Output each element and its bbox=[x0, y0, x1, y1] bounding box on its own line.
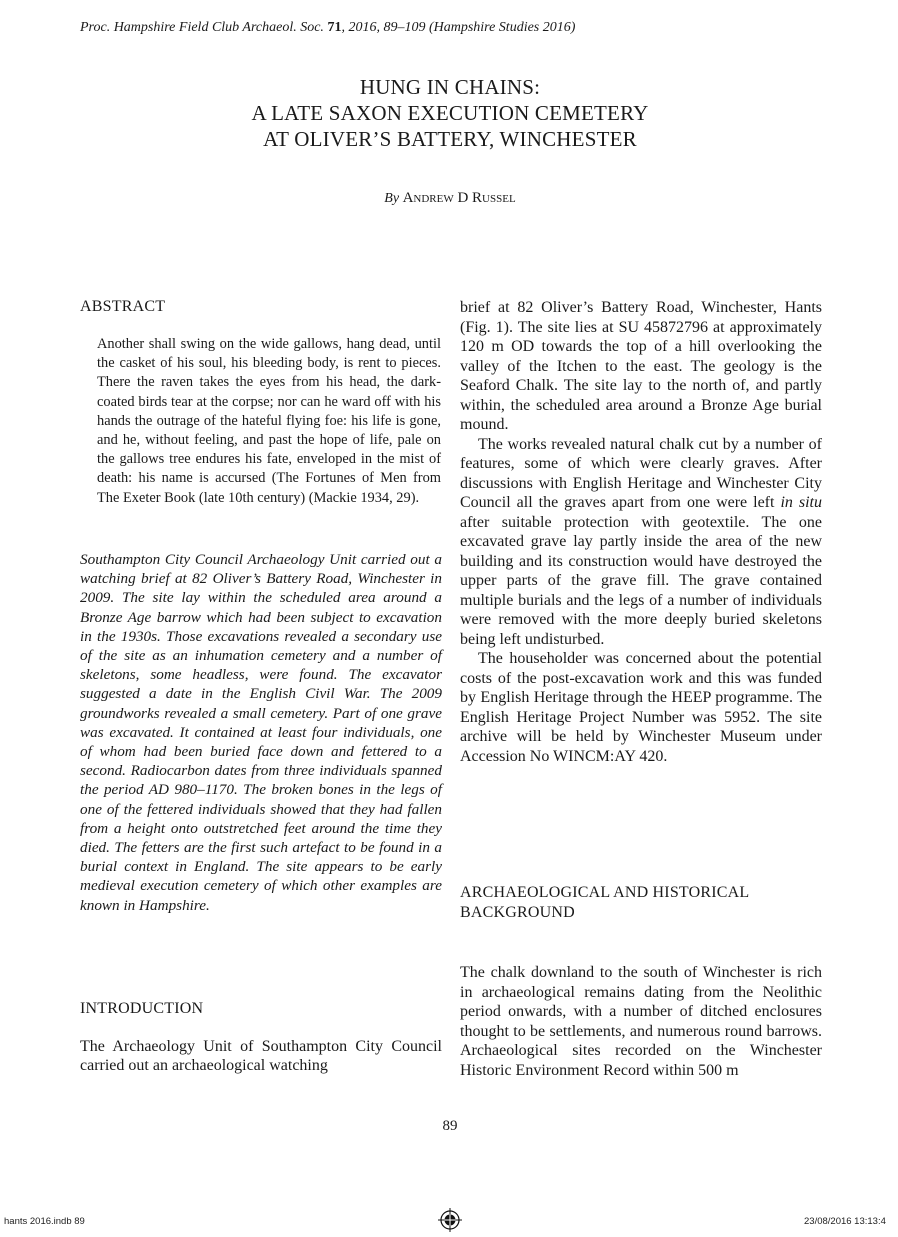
background-text: The chalk downland to the south of Winchester is rich in archaeological remains dating from the Neolithic period onwards, with a number of ditched enclosures thought to be settlements, and numerous round barrows. Archaeological sites recorded on the Winchester Historic Environment Record within 500 m bbox=[460, 964, 822, 1079]
abstract-heading: ABSTRACT bbox=[80, 298, 166, 315]
title-line-2: A LATE SAXON EXECUTION CEMETERY bbox=[251, 101, 649, 125]
introduction-text-start: The Archaeology Unit of Southampton City Council carried out an archaeological watching bbox=[80, 1038, 442, 1075]
footer-file: hants 2016.indb 89 bbox=[4, 1216, 85, 1227]
article-title bbox=[150, 74, 750, 152]
registration-mark-icon bbox=[438, 1208, 462, 1232]
author-name: Andrew D Russel bbox=[402, 190, 516, 206]
byline bbox=[150, 190, 750, 207]
background-heading bbox=[460, 883, 822, 923]
intro-paragraph-3: The householder was concerned about the potential costs of the post-excavation work and this was funded by English Heritage through the HEEP programme. The English Heritage Project Number was 5952. The site archive will be held by Winchester Museum under Accession No WINCM:AY 420. bbox=[460, 650, 822, 765]
journal-citation bbox=[80, 20, 840, 36]
background-heading-line-1: ARCHAEOLOGICAL AND HISTORICAL bbox=[460, 884, 750, 901]
byline-by: By bbox=[384, 191, 400, 206]
background-heading-line-2: BACKGROUND bbox=[460, 904, 575, 921]
abstract-summary: Southampton City Council Archaeology Unit carried out a watching brief at 82 Oliver’s Battery Road, Winchester in 2009. The site lay within the scheduled area around a Bronze Age barrow which had been subject to excavation in the 1930s. Those excavations revealed a secondary use of the site as an inhumation cemetery and a number of skeletons, some headless, were found. The excavator suggested a date in the English Civil War. The 2009 groundworks revealed a small cemetery. Part of one grave was excavated. It contained at least four individuals, one of whom had been buried face down and fettered to a second. Radiocarbon dates from three individuals spanned the period AD 980–1170. The broken bones in the legs of one of the fettered individuals showed that they had fallen from a height onto outstretched feet around the time they died. The fetters are the first such artefact to be found in a burial context in England. The site appears to be early medieval execution cemetery of which other examples are known in Hampshire. bbox=[80, 551, 442, 914]
journal-suffix: , 2016, 89–109 (Hampshire Studies 2016) bbox=[341, 20, 576, 35]
journal-prefix: Proc. Hampshire Field Club Archaeol. Soc. bbox=[80, 20, 324, 35]
intro-paragraph-2 bbox=[460, 435, 822, 650]
title-line-3: AT OLIVER’S BATTERY, WINCHESTER bbox=[263, 127, 637, 151]
journal-volume: 71 bbox=[327, 20, 342, 35]
intro-p2-italic: in situ bbox=[780, 494, 823, 511]
footer-timestamp: 23/08/2016 13:13:4 bbox=[804, 1216, 886, 1227]
intro-p2-after: after suitable protection with geotextile. The one excavated grave lay partly inside the area of the new building and its construction would have destroyed the upper parts of the grave fill. The grave contained multiple burials and the legs of a number of individuals were removed with the more deeply buried skeletons being left undisturbed. bbox=[460, 513, 822, 648]
intro-p2-before: The works revealed natural chalk cut by a number of features, some of which were clearly graves. After discussions with English Heritage and Winchester City Council all the graves apart from one were left bbox=[460, 435, 822, 511]
introduction-heading: INTRODUCTION bbox=[80, 1000, 204, 1017]
page-number: 89 bbox=[442, 1118, 458, 1134]
introduction-continued bbox=[460, 298, 822, 766]
abstract-epigraph: Another shall swing on the wide gallows, hang dead, until the casket of his soul, his bleeding body, is rent to pieces. There the raven takes the eyes from his head, the dark-coated birds tear at the corpse; nor can he ward off with his hands the outrage of the hateful flying foe: his life is gone, and he, without feeling, and past the hope of life, pale on the gallows tree endures his fate, enveloped in the mist of death: his name is accursed (The Fortunes of Men from The Exeter Book (late 10th century) (Mackie 1934, 29). bbox=[97, 336, 441, 506]
title-line-1: HUNG IN CHAINS: bbox=[359, 75, 541, 99]
intro-paragraph-1: brief at 82 Oliver’s Battery Road, Winchester, Hants (Fig. 1). The site lies at SU 45872796 at approximately 120 m OD towards the top of a hill overlooking the valley of the Itchen to the east. The geology is the Seaford Chalk. The site lay to the north of, and partly within, the scheduled area around a Bronze Age burial mound. bbox=[460, 299, 822, 433]
